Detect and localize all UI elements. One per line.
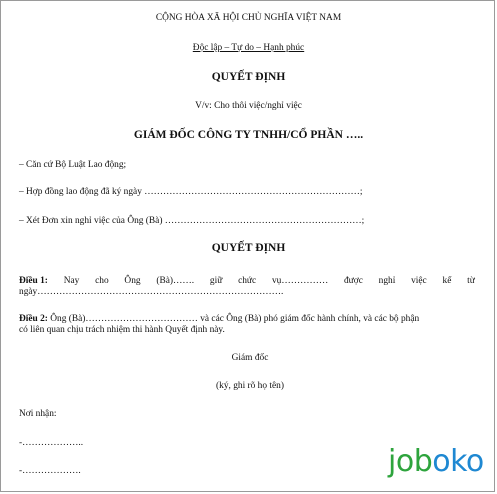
article-1-word: từ (467, 276, 475, 286)
joboko-logo (388, 446, 484, 478)
article-2-line-1 (19, 314, 475, 325)
nation-heading: CỘNG HÒA XÃ HỘI CHỦ NGHĨA VIỆT NAM (155, 13, 342, 23)
logo-part-oko: oko (432, 444, 484, 479)
article-1-word: việc (411, 276, 427, 286)
article-1-word: giữ (209, 276, 223, 286)
basis-labour-code: – Căn cứ Bộ Luật Lao động; (19, 160, 127, 170)
article-1-word: Ông (124, 276, 141, 286)
motto: Độc lập – Tự do – Hạnh phúc (192, 43, 305, 53)
basis-contract: – Hợp đồng lao động đã ký ngày ……………………………………………………………; (19, 187, 363, 197)
logo-part-job: job (388, 444, 433, 479)
document-subject: V/v: Cho thôi việc/nghỉ việc (195, 101, 302, 111)
article-1-word: cho (95, 276, 109, 286)
issuer-heading: GIÁM ĐỐC CÔNG TY TNHH/CỔ PHẦN ….. (133, 129, 364, 141)
basis-resignation-letter: – Xét Đơn xin nghỉ việc của Ông (Bà) ………………………………………………………; (19, 216, 365, 226)
signature-note: (ký, ghi rõ họ tên) (216, 381, 284, 391)
decision-heading: QUYẾT ĐỊNH (211, 242, 286, 254)
article-2-line-1-text: Ông (Bà)……………………………… và các Ông (Bà) phó giám đốc hành chính, và các bộ phận (50, 314, 420, 324)
article-1-word: chức (238, 276, 257, 286)
article-2-line-2: có liên quan chịu trách nhiệm thi hành Quyết định này. (19, 325, 225, 335)
article-1 (19, 276, 475, 298)
article-1-word: nghỉ (378, 276, 396, 286)
article-2 (19, 314, 475, 336)
article-1-line-2: ngày……………………………………………………………………. (19, 287, 284, 297)
document-title: QUYẾT ĐỊNH (211, 71, 286, 83)
article-1-word: kể (442, 276, 452, 286)
article-1-word: vụ…………… (271, 276, 329, 286)
article-1-line-1 (19, 276, 475, 287)
article-2-label: Điều 2: (19, 314, 48, 324)
article-1-word: (Bà)……. (156, 276, 195, 286)
signature-role: Giám đốc (231, 353, 269, 363)
article-1-word: được (343, 276, 363, 286)
article-1-label: Điều 1: (19, 276, 48, 286)
article-1-word: Nay (63, 276, 80, 286)
recipients-label: Nơi nhận: (19, 409, 57, 419)
recipient-item: -………………. (19, 466, 81, 476)
recipient-item: -……………….. (19, 438, 84, 448)
